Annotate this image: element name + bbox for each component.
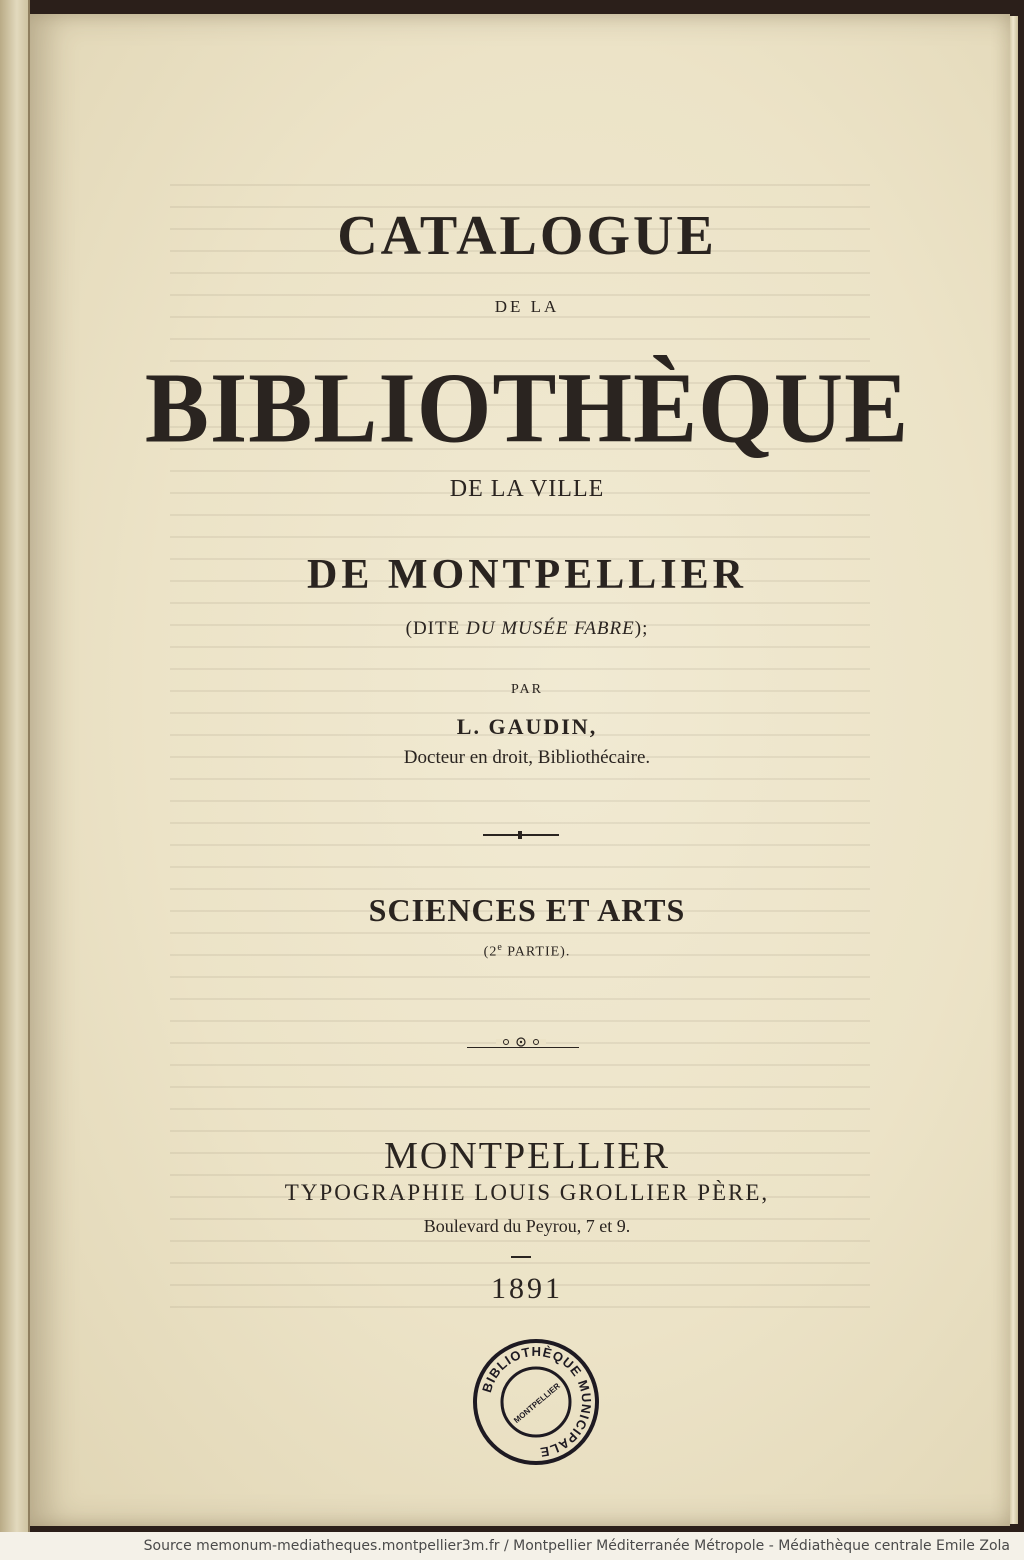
dite-suffix: ); (634, 618, 649, 639)
part-label (30, 942, 1024, 961)
stamp-outer-text: BIBLIOTHÈQUE MUNICIPALE (479, 1343, 595, 1461)
city-heading: DE MONTPELLIER (307, 552, 747, 598)
printer-name: TYPOGRAPHIE LOUIS GROLLIER PÈRE, (284, 1180, 770, 1205)
dite-prefix: (DITE (405, 618, 466, 639)
page-edge (1010, 16, 1018, 1524)
de-la-line: DE LA (494, 297, 560, 316)
section-title: SCIENCES ET ARTS (368, 892, 686, 928)
ornament-icon (496, 1035, 546, 1053)
bibliotheque-heading: BIBLIOTHÈQUE (144, 351, 910, 464)
author-role: Docteur en droit, Bibliothécaire. (403, 747, 651, 768)
catalogue-heading: CATALOGUE (337, 205, 717, 267)
de-la-ville-line: DE LA VILLE (449, 476, 605, 502)
par-line: PAR (511, 682, 543, 697)
printer-address: Boulevard du Peyrou, 7 et 9. (423, 1216, 631, 1236)
title-page (30, 14, 1010, 1526)
publisher-city: MONTPELLIER (384, 1135, 670, 1177)
part-sup: e (497, 942, 503, 953)
stamp-inner-text: MONTPELLIER (512, 1381, 562, 1426)
part-num: (2 (483, 944, 498, 960)
short-rule (511, 1256, 531, 1258)
publication-year: 1891 (491, 1272, 563, 1305)
left-page-edge (0, 0, 30, 1532)
divider-rule (483, 834, 559, 836)
part-word: PARTIE). (502, 944, 571, 960)
author-name: L. GAUDIN, (456, 714, 598, 739)
library-stamp (472, 1338, 600, 1466)
dite-italic: DU MUSÉE FABRE (465, 618, 635, 639)
source-footer: Source memonum-mediatheques.montpellier3m.fr / Montpellier Méditerranée Métropole - Médiathèque centrale Emile Zola (0, 1532, 1024, 1560)
dite-line (30, 618, 1024, 640)
